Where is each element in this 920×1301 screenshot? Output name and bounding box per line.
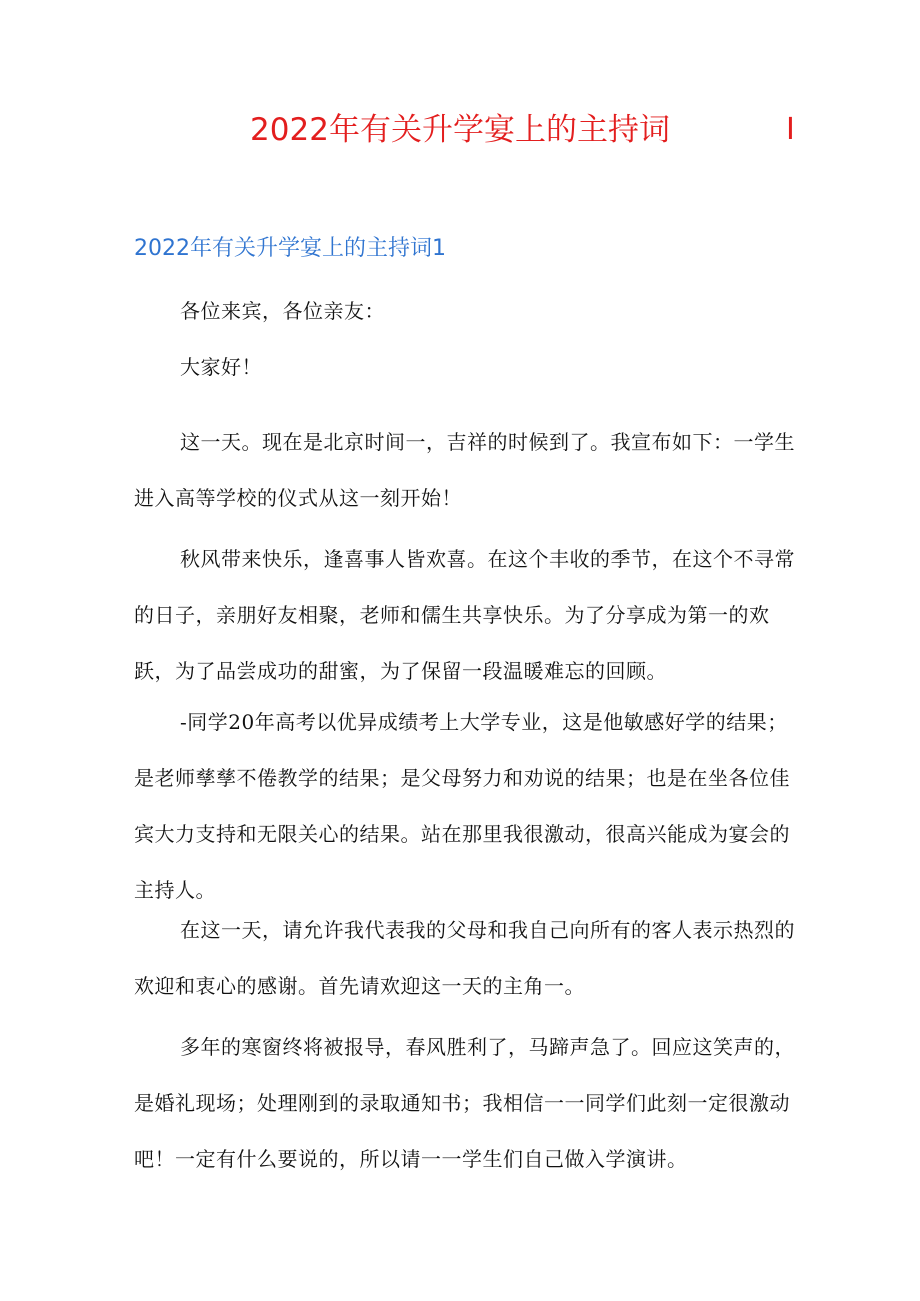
section-heading: 2022年有关升学宴上的主持词1	[134, 236, 446, 261]
paragraph-salutation: 各位来宾，各位亲友：	[180, 299, 385, 323]
paragraph-autumn: 秋风带来快乐，逢喜事人皆欢喜。在这个丰收的季节，在这个不寻常的日子，亲朋好友相聚，老师和儒生共享快乐。为了分享成为第一的欢跃，为了品尝成功的甜蜜，为了保留一段温暖难忘的回顾。	[134, 547, 795, 683]
paragraph-opening: 这一天。现在是北京时间一，吉祥的时候到了。我宣布如下：一学生进入高等学校的仪式从这一刻开始！	[134, 430, 795, 510]
paragraph-speech: 多年的寒窗终将被报导，春风胜利了，马蹄声急了。回应这笑声的，是婚礼现场；处理刚到的录取通知书；我相信一一同学们此刻一定很激动吧！一定有什么要说的，所以请一一学生们自己做入学演讲。	[134, 1035, 795, 1171]
paragraph-greeting: 大家好！	[180, 355, 262, 379]
paragraph-achievement: -同学20年高考以优异成绩考上大学专业，这是他敏感好学的结果；是老师孳孳不倦教学的结果；是父母努力和劝说的结果；也是在坐各位佳宾大力支持和无限关心的结果。站在那里我很激动，很高兴能成为宴会的主持人。	[134, 710, 790, 902]
title-mark: I	[786, 112, 795, 147]
paragraph-thanks: 在这一天，请允许我代表我的父母和我自己向所有的客人表示热烈的欢迎和衷心的感谢。首先请欢迎这一天的主角一。	[134, 918, 795, 998]
document-title: 2022年有关升学宴上的主持词	[250, 112, 670, 148]
